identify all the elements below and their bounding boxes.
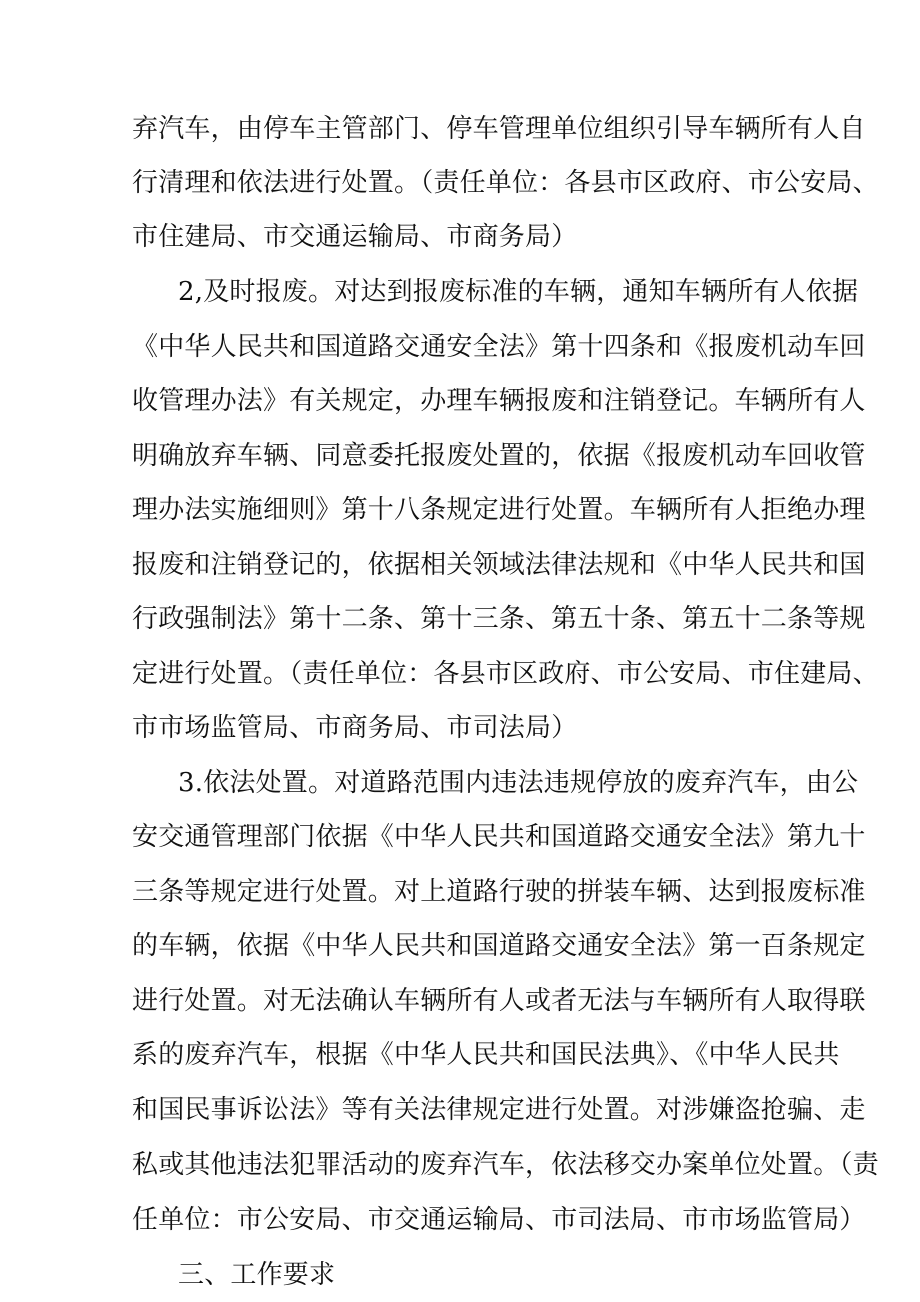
text-line: 任单位：市公安局、市交通运输局、市司法局、市市场监管局） [132, 1205, 866, 1235]
text-line: 系的废弃汽车，根据《中华人民共和国民法典》、《中华人民共 [132, 1040, 840, 1070]
text-line: 3.依法处置。对道路范围内违法违规停放的废弃汽车，由公 [178, 768, 859, 798]
text-line: 进行处置。对无法确认车辆所有人或者无法与车辆所有人取得联 [132, 986, 866, 1016]
text-line: 和国民事诉讼法》等有关法律规定进行处置。对涉嫌盗抢骗、走 [132, 1095, 866, 1125]
text-line: 行清理和依法进行处置。（责任单位：各县市区政府、市公安局、 [132, 168, 879, 198]
text-line: 明确放弃车辆、同意委托报废处置的，依据《报废机动车回收管 [132, 441, 866, 471]
text-line: 《中华人民共和国道路交通安全法》第十四条和《报废机动车回 [132, 332, 866, 362]
text-line: 理办法实施细则》第十八条规定进行处置。车辆所有人拒绝办理 [132, 495, 866, 525]
text-line: 收管理办法》有关规定，办理车辆报废和注销登记。车辆所有人 [132, 386, 866, 416]
text-line: 市住建局、市交通运输局、市商务局） [132, 222, 578, 252]
text-line: 行政强制法》第十二条、第十三条、第五十条、第五十二条等规 [132, 604, 866, 634]
text-line: 的车辆，依据《中华人民共和国道路交通安全法》第一百条规定 [132, 931, 866, 961]
text-line: 弃汽车，由停车主管部门、停车管理单位组织引导车辆所有人自 [132, 114, 866, 144]
section-heading: 三、工作要求 [178, 1260, 336, 1290]
text-line: 报废和注销登记的，依据相关领域法律法规和《中华人民共和国 [132, 550, 866, 580]
text-line: 定进行处置。（责任单位：各县市区政府、市公安局、市住建局、 [132, 659, 879, 689]
text-line: 三条等规定进行处置。对上道路行驶的拼装车辆、达到报废标准 [132, 877, 866, 907]
text-line: 2,及时报废。对达到报废标准的车辆，通知车辆所有人依据 [178, 277, 859, 307]
text-line: 私或其他违法犯罪活动的废弃汽车，依法移交办案单位处置。（责 [132, 1150, 879, 1180]
text-line: 市市场监管局、市商务局、市司法局） [132, 713, 578, 743]
text-line: 安交通管理部门依据《中华人民共和国道路交通安全法》第九十 [132, 822, 866, 852]
